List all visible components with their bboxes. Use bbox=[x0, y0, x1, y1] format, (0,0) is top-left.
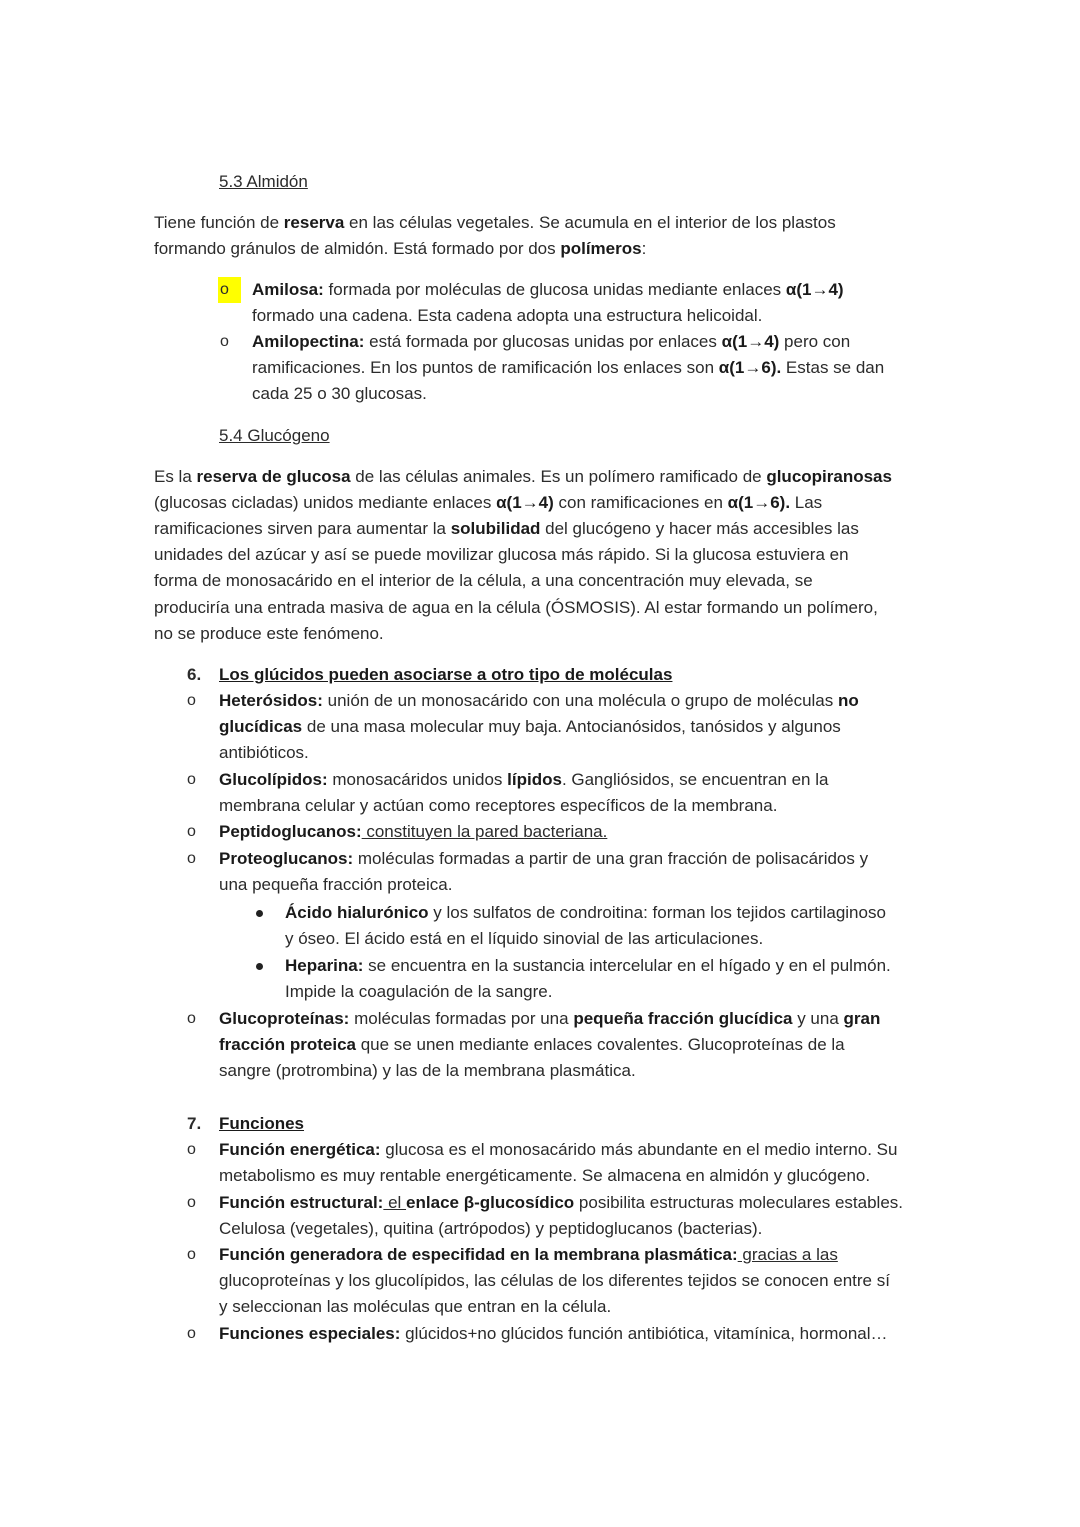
sublist-item-line: y óseo. El ácido está en el líquido sinovial de las articulaciones. bbox=[285, 929, 764, 948]
paragraph-line: no se produce este fenómeno. bbox=[154, 624, 384, 643]
paragraph-line: unidades del azúcar y así se puede movilizar glucosa más rápido. Si la glucosa estuviera en bbox=[154, 545, 849, 564]
list-bullet: o bbox=[187, 1325, 196, 1342]
list-item-glucoproteinas: Glucoproteínas: moléculas formadas por una pequeña fracción glucídica y una gran bbox=[219, 1009, 881, 1028]
list-item-glucolipidos: Glucolípidos: monosacáridos unidos lípidos. Gangliósidos, se encuentran en la bbox=[219, 770, 829, 789]
list-bullet-dot bbox=[256, 963, 263, 970]
list-bullet: o bbox=[218, 277, 241, 303]
paragraph-line: formando gránulos de almidón. Está formado por dos polímeros: bbox=[154, 239, 647, 258]
section-heading-glucogeno: 5.4 Glucógeno bbox=[219, 426, 330, 445]
list-item-line: formado una cadena. Esta cadena adopta una estructura helicoidal. bbox=[252, 306, 763, 325]
list-item-line: fracción proteica que se unen mediante enlaces covalentes. Glucoproteínas de la bbox=[219, 1035, 845, 1054]
list-item-line: y seleccionan las moléculas que entran en la célula. bbox=[219, 1297, 612, 1316]
paragraph-line: produciría una entrada masiva de agua en la célula (ÓSMOSIS). Al estar formando un polímero, bbox=[154, 598, 878, 617]
list-item-line: cada 25 o 30 glucosas. bbox=[252, 384, 427, 403]
paragraph-line: Tiene función de reserva en las células vegetales. Se acumula en el interior de los plastos bbox=[154, 213, 836, 232]
paragraph-line: Es la reserva de glucosa de las células animales. Es un polímero ramificado de glucopiranosas bbox=[154, 467, 892, 486]
list-bullet: o bbox=[220, 333, 229, 350]
paragraph-line: forma de monosacárido en el interior de la célula, a una concentración muy elevada, se bbox=[154, 571, 813, 590]
paragraph-line: ramificaciones sirven para aumentar la solubilidad del glucógeno y hacer más accesibles las bbox=[154, 519, 859, 538]
list-bullet: o bbox=[187, 1246, 196, 1263]
list-item-line: glucoproteínas y los glucolípidos, las células de los diferentes tejidos se conocen entre sí bbox=[219, 1271, 890, 1290]
list-bullet: o bbox=[187, 1010, 196, 1027]
sublist-item-line: Impide la coagulación de la sangre. bbox=[285, 982, 553, 1001]
list-item-line: glucídicas de una masa molecular muy baja. Antocianósidos, tanósidos y algunos bbox=[219, 717, 841, 736]
sublist-item-heparina: Heparina: se encuentra en la sustancia intercelular en el hígado y en el pulmón. bbox=[285, 956, 891, 975]
list-item-peptidoglucanos: Peptidoglucanos: constituyen la pared bacteriana. bbox=[219, 822, 608, 841]
list-item-funciones-especiales: Funciones especiales: glúcidos+no glúcidos función antibiótica, vitamínica, hormonal… bbox=[219, 1324, 888, 1343]
list-item-amilopectina: Amilopectina: está formada por glucosas unidas por enlaces α(1→4) pero con bbox=[252, 332, 851, 351]
list-item-line: antibióticos. bbox=[219, 743, 309, 762]
list-item-proteoglucanos: Proteoglucanos: moléculas formadas a partir de una gran fracción de polisacáridos y bbox=[219, 849, 869, 868]
section-number: 7. bbox=[187, 1114, 202, 1133]
paragraph-line: (glucosas cicladas) unidos mediante enlaces α(1→4) con ramificaciones en α(1→6). Las bbox=[154, 493, 823, 512]
section-heading-almidon: 5.3 Almidón bbox=[219, 172, 308, 191]
list-item-funcion-generadora: Función generadora de especifidad en la membrana plasmática: gracias a las bbox=[219, 1245, 838, 1264]
list-bullet: o bbox=[187, 823, 196, 840]
list-bullet: o bbox=[187, 1141, 196, 1158]
list-item-amilosa: Amilosa: formada por moléculas de glucosa unidas mediante enlaces α(1→4) bbox=[252, 280, 844, 299]
section-heading-funciones: Funciones bbox=[219, 1114, 305, 1133]
list-item-line: Celulosa (vegetales), quitina (artrópodos) y peptidoglucanos (bacterias). bbox=[219, 1219, 763, 1238]
list-item-funcion-energetica: Función energética: glucosa es el monosacárido más abundante en el medio interno. Su bbox=[219, 1140, 898, 1159]
list-item-line: membrana celular y actúan como receptores específicos de la membrana. bbox=[219, 796, 778, 815]
list-bullet: o bbox=[187, 850, 196, 867]
sublist-item-acido-hialuronico: Ácido hialurónico y los sulfatos de condroitina: forman los tejidos cartilaginoso bbox=[285, 903, 886, 922]
list-bullet: o bbox=[187, 1194, 196, 1211]
list-bullet-dot bbox=[256, 910, 263, 917]
list-item-heterosidos: Heterósidos: unión de un monosacárido con una molécula o grupo de moléculas no bbox=[219, 691, 859, 710]
list-bullet: o bbox=[187, 771, 196, 788]
list-item-line: sangre (protrombina) y las de la membrana plasmática. bbox=[219, 1061, 636, 1080]
list-item-line: ramificaciones. En los puntos de ramificación los enlaces son α(1→6). Estas se dan bbox=[252, 358, 885, 377]
list-item-line: una pequeña fracción proteica. bbox=[219, 875, 453, 894]
list-item-line: metabolismo es muy rentable energéticamente. Se almacena en almidón y glucógeno. bbox=[219, 1166, 871, 1185]
section-heading-glucidos-asociados: Los glúcidos pueden asociarse a otro tipo de moléculas bbox=[219, 665, 673, 684]
list-item-funcion-estructural: Función estructural: el enlace β-glucosídico posibilita estructuras moleculares estables. bbox=[219, 1193, 904, 1212]
section-number: 6. bbox=[187, 665, 202, 684]
list-bullet: o bbox=[187, 692, 196, 709]
